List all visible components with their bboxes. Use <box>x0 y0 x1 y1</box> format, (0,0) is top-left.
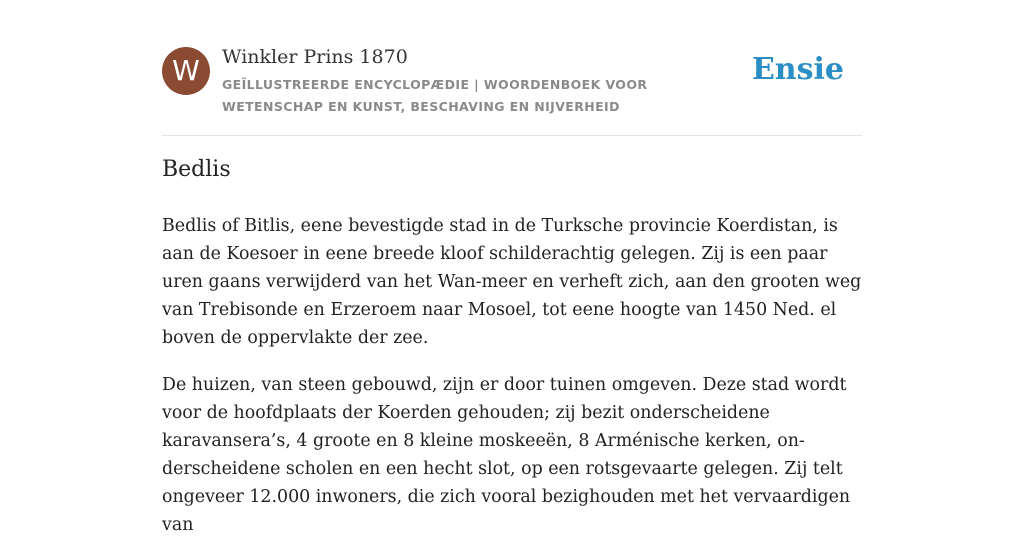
source-subtitle: GEÏLLUSTREERDE ENCYCLOPÆDIE | WOORDENBOEK VOOR WETENSCHAP EN KUNST, BESCHAVING EN NIJVERHEID <box>222 77 648 114</box>
article-body <box>162 212 864 558</box>
article-paragraph: De huizen, van steen gebouwd, zijn er door tuinen omgeven. Deze stad wordt voor de hoofdplaats der Koerden gehouden; zij bezit onderscheidene karavansera’s, 4 groote en 8 kleine moskeeën, 8 Arménische kerken, on-derscheidene scholen en een hecht slot, op een rotsgevaarte gelegen. Zij telt ongeveer 12.000 inwoners, die zich vooral bezighouden met het vervaardigen van <box>162 375 851 535</box>
source-header <box>162 44 862 116</box>
source-avatar[interactable]: W <box>162 47 210 95</box>
ensie-logo[interactable]: Ensie <box>751 52 844 87</box>
header-divider <box>162 135 862 136</box>
article-paragraph: Bedlis of Bitlis, eene bevestigde stad in de Turksche provincie Koerdistan, is aan de Koesoer in eene breede kloof schilderachtig gelegen. Zij is een paar uren gaans verwijderd van het Wan-meer en verheft zich, aan den grooten weg van Trebisonde en Erzeroem naar Mosoel, tot eene hoogte van 1450 Ned. el boven de oppervlakte der zee. <box>162 216 862 348</box>
article-title: Bedlis <box>162 157 231 182</box>
source-title[interactable]: Winkler Prins 1870 <box>222 46 408 68</box>
